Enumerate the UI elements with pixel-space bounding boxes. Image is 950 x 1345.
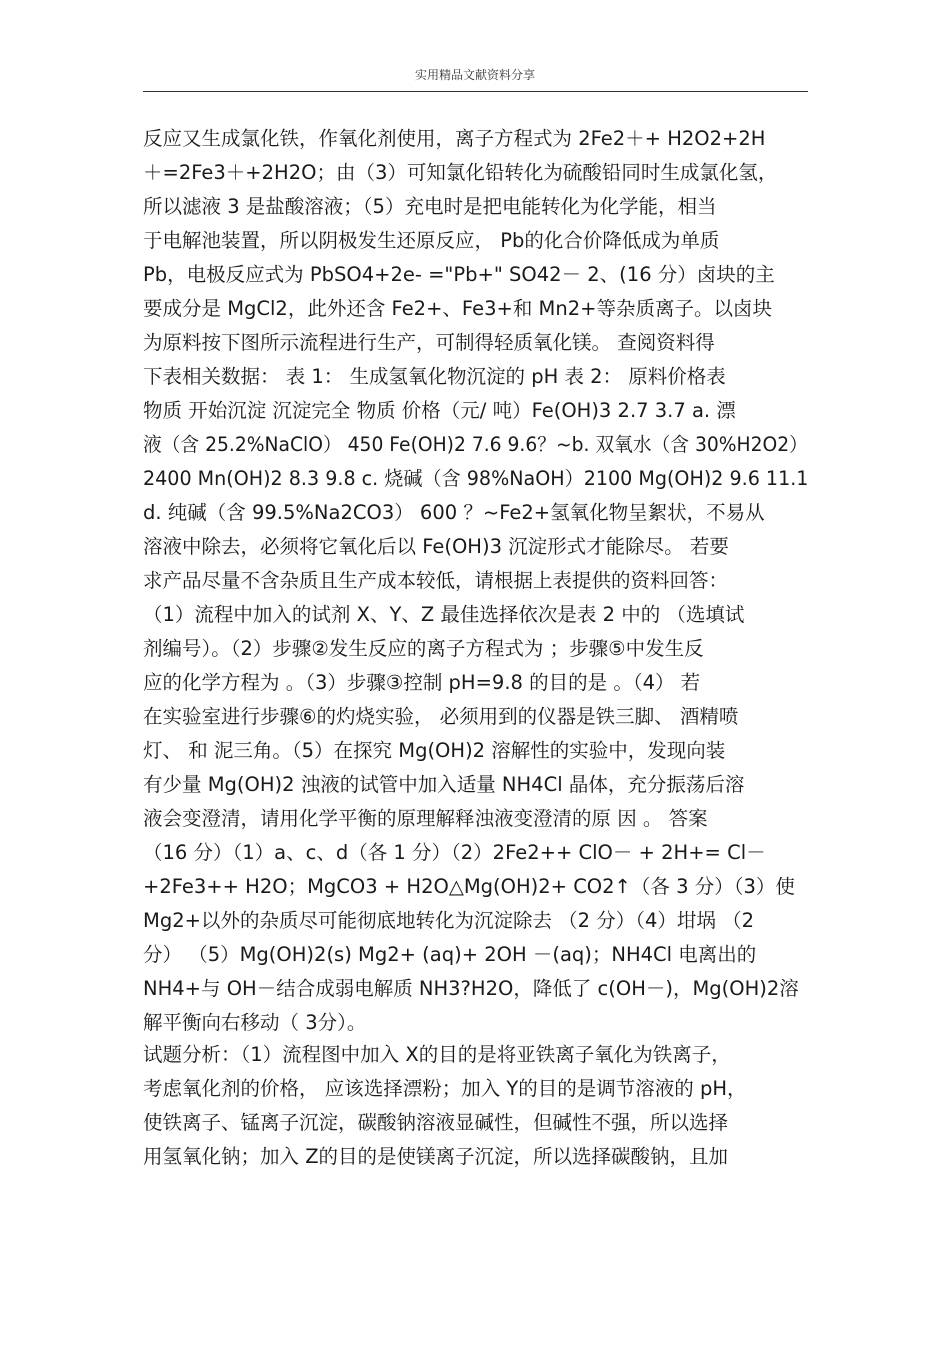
body-line: 为原料按下图所示流程进行生产，可制得轻质氧化镁。 查阅资料得 <box>143 331 715 354</box>
page-header: 实用精品文献资料分享 <box>414 68 535 82</box>
body-line: d. 纯碱（含 99.5%Na2CO3） 600 ？~Fe2+氢氧化物呈絮状，不易从 <box>143 501 765 524</box>
body-line: 反应又生成氯化铁，作氧化剂使用，离子方程式为 2Fe2＋+ H2O2+2H <box>143 127 766 150</box>
body-line: （16 分）（1）a、c、d（各 1 分）（2）2Fe2++ ClO－ + 2H+= Cl－ <box>143 841 766 864</box>
body-line: 液（含 25.2%NaClO） 450 Fe(OH)2 7.6 9.6？~b. 双氧水（含 30%H2O2） <box>143 433 808 456</box>
body-line: （1）流程中加入的试剂 X、Y、Z 最佳选择依次是表 2 中的 （选填试 <box>143 603 745 626</box>
body-line: 灯、 和 泥三角。（5）在探究 Mg(OH)2 溶解性的实验中，发现向装 <box>143 739 726 762</box>
body-line: 试题分析：（1）流程图中加入 X的目的是将亚铁离子氧化为铁离子， <box>143 1043 731 1066</box>
body-line: 求产品尽量不含杂质且生产成本较低，请根据上表提供的资料回答： <box>143 569 729 592</box>
body-line: 用氢氧化钠；加入 Z的目的是使镁离子沉淀，所以选择碳酸钠，且加 <box>143 1145 729 1168</box>
body-line: Mg2+以外的杂质尽可能彻底地转化为沉淀除去 （2 分）（4）坩埚 （2 <box>143 909 755 932</box>
body-line: 解平衡向右移动（ 3分）。 <box>143 1011 367 1034</box>
body-line: 考虑氧化剂的价格， 应该选择漂粉；加入 Y的目的是调节溶液的 pH， <box>143 1077 747 1100</box>
body-line: 有少量 Mg(OH)2 浊液的试管中加入适量 NH4Cl 晶体，充分振荡后溶 <box>143 773 745 796</box>
body-line: 要成分是 MgCl2，此外还含 Fe2+、Fe3+和 Mn2+等杂质离子。以卤块 <box>143 297 772 320</box>
body-line: 剂编号）。（2）步骤②发生反应的离子方程式为 ；步骤⑤中发生反 <box>143 637 704 660</box>
body-line: 所以滤液 3 是盐酸溶液；（5）充电时是把电能转化为化学能，相当 <box>143 195 717 218</box>
body-line: ＋=2Fe3＋+2H2O；由（3）可知氯化铅转化为硫酸铅同时生成氯化氢， <box>143 161 778 184</box>
body-line: +2Fe3++ H2O；MgCO3 + H2O△Mg(OH)2+ CO2↑（各 3 分）（3）使 <box>143 875 795 898</box>
body-line: 于电解池装置，所以阴极发生还原反应， Pb的化合价降低成为单质 <box>143 229 720 252</box>
body-line: 使铁离子、锰离子沉淀，碳酸钠溶液显碱性，但碱性不强，所以选择 <box>143 1111 729 1134</box>
body-line: NH4+与 OH－结合成弱电解质 NH3?H2O，降低了 c(OH－)，Mg(OH)2溶 <box>143 977 799 1000</box>
body-line: 应的化学方程为 。（3）步骤③控制 pH=9.8 的目的是 。（4） 若 <box>143 671 701 694</box>
body-line: 分） （5）Mg(OH)2(s) Mg2+ (aq)+ 2OH －(aq)；NH4Cl 电离出的 <box>143 943 757 966</box>
header-divider <box>143 91 808 92</box>
body-line: 溶液中除去，必须将它氧化后以 Fe(OH)3 沉淀形式才能除尽。 若要 <box>143 535 729 558</box>
body-line: Pb，电极反应式为 PbSO4+2e- ="Pb+" SO42－ 2、(16 分）卤块的主 <box>143 263 775 286</box>
body-line: 2400 Mn(OH)2 8.3 9.8 c. 烧碱（含 98%NaOH）2100 Mg(OH)2 9.6 11.1 <box>143 467 809 490</box>
body-line: 物质 开始沉淀 沉淀完全 物质 价格（元/ 吨）Fe(OH)3 2.7 3.7 a. 漂 <box>143 399 736 422</box>
body-line: 下表相关数据： 表 1： 生成氢氧化物沉淀的 pH 表 2： 原料价格表 <box>143 365 726 388</box>
body-line: 在实验室进行步骤⑥的灼烧实验， 必须用到的仪器是铁三脚、 酒精喷 <box>143 705 739 728</box>
body-line: 液会变澄清，请用化学平衡的原理解释浊液变澄清的原 因 。 答案 <box>143 807 708 830</box>
